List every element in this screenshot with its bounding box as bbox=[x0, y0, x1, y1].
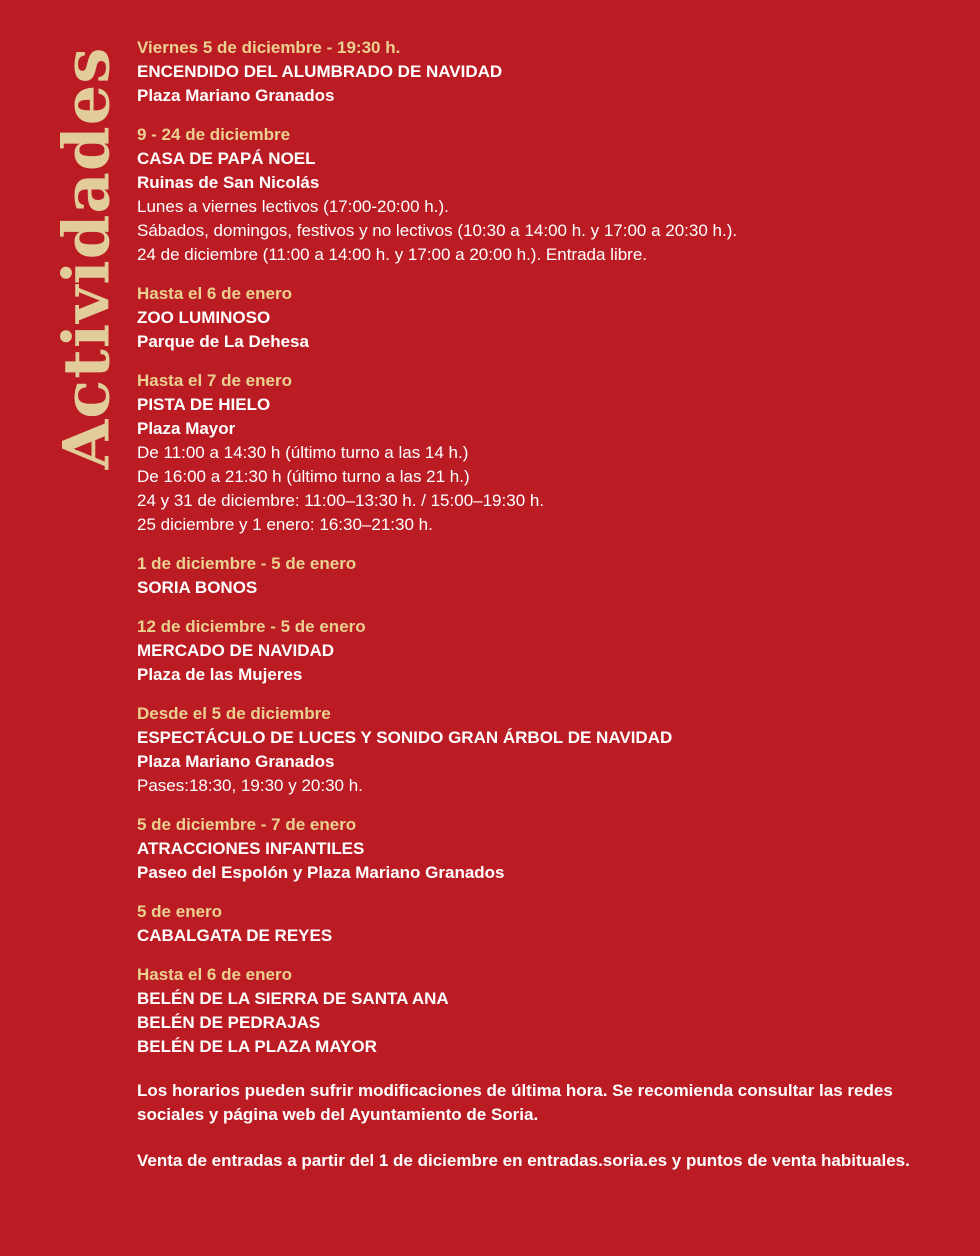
event-name: CASA DE PAPÁ NOEL bbox=[137, 149, 316, 168]
event-detail: 24 de diciembre (11:00 a 14:00 h. y 17:00 a 20:00 h.). Entrada libre. bbox=[137, 245, 648, 264]
notes-section bbox=[137, 1079, 957, 1173]
event-item bbox=[137, 369, 957, 537]
event-date: Desde el 5 de diciembre bbox=[137, 704, 331, 723]
event-item bbox=[137, 963, 957, 1059]
event-item bbox=[137, 282, 957, 354]
event-date: Hasta el 6 de enero bbox=[137, 965, 292, 984]
event-name: BELÉN DE LA SIERRA DE SANTA ANA bbox=[137, 989, 449, 1008]
event-item bbox=[137, 813, 957, 885]
event-item bbox=[137, 615, 957, 687]
event-place: Ruinas de San Nicolás bbox=[137, 173, 320, 192]
event-name: PISTA DE HIELO bbox=[137, 395, 271, 414]
event-date: 5 de enero bbox=[137, 902, 223, 921]
event-item bbox=[137, 900, 957, 948]
event-name: BELÉN DE LA PLAZA MAYOR bbox=[137, 1037, 377, 1056]
event-name: ATRACCIONES INFANTILES bbox=[137, 839, 365, 858]
event-detail: Lunes a viernes lectivos (17:00-20:00 h.). bbox=[137, 197, 449, 216]
event-place: Plaza de las Mujeres bbox=[137, 665, 303, 684]
event-place: Plaza Mariano Granados bbox=[137, 86, 335, 105]
event-item bbox=[137, 552, 957, 600]
event-date: Hasta el 6 de enero bbox=[137, 284, 292, 303]
event-date: Viernes 5 de diciembre - 19:30 h. bbox=[137, 38, 401, 57]
event-detail: De 16:00 a 21:30 h (último turno a las 21 h.) bbox=[137, 467, 470, 486]
event-date: 12 de diciembre - 5 de enero bbox=[137, 617, 366, 636]
event-date: 1 de diciembre - 5 de enero bbox=[137, 554, 357, 573]
event-item bbox=[137, 36, 957, 108]
tickets-note: Venta de entradas a partir del 1 de diciembre en entradas.soria.es y puntos de venta habituales. bbox=[137, 1151, 910, 1170]
event-name: CABALGATA DE REYES bbox=[137, 926, 333, 945]
event-detail: Pases:18:30, 19:30 y 20:30 h. bbox=[137, 776, 363, 795]
event-detail: De 11:00 a 14:30 h (último turno a las 14 h.) bbox=[137, 443, 469, 462]
event-name: BELÉN DE PEDRAJAS bbox=[137, 1013, 321, 1032]
event-list bbox=[137, 36, 957, 1195]
event-date: 9 - 24 de diciembre bbox=[137, 125, 291, 144]
event-place: Plaza Mariano Granados bbox=[137, 752, 335, 771]
side-title bbox=[49, 38, 124, 478]
event-date: Hasta el 7 de enero bbox=[137, 371, 292, 390]
event-detail: Sábados, domingos, festivos y no lectivos (10:30 a 14:00 h. y 17:00 a 20:30 h.). bbox=[137, 221, 738, 240]
event-item bbox=[137, 702, 957, 798]
event-name: ESPECTÁCULO DE LUCES Y SONIDO GRAN ÁRBOL DE NAVIDAD bbox=[137, 728, 673, 747]
event-place: Paseo del Espolón y Plaza Mariano Granados bbox=[137, 863, 505, 882]
event-detail: 24 y 31 de diciembre: 11:00–13:30 h. / 15:00–19:30 h. bbox=[137, 491, 545, 510]
event-name: ZOO LUMINOSO bbox=[137, 308, 271, 327]
event-name: ENCENDIDO DEL ALUMBRADO DE NAVIDAD bbox=[137, 62, 503, 81]
event-item bbox=[137, 123, 957, 267]
event-place: Plaza Mayor bbox=[137, 419, 236, 438]
event-place: Parque de La Dehesa bbox=[137, 332, 309, 351]
event-date: 5 de diciembre - 7 de enero bbox=[137, 815, 357, 834]
event-name: MERCADO DE NAVIDAD bbox=[137, 641, 335, 660]
schedule-note: Los horarios pueden sufrir modificaciones de última hora. Se recomienda consultar las redes sociales y página web del Ayuntamiento de Soria. bbox=[137, 1081, 893, 1124]
side-title-text: Actividades bbox=[49, 46, 124, 470]
event-name: SORIA BONOS bbox=[137, 578, 258, 597]
event-detail: 25 diciembre y 1 enero: 16:30–21:30 h. bbox=[137, 515, 433, 534]
